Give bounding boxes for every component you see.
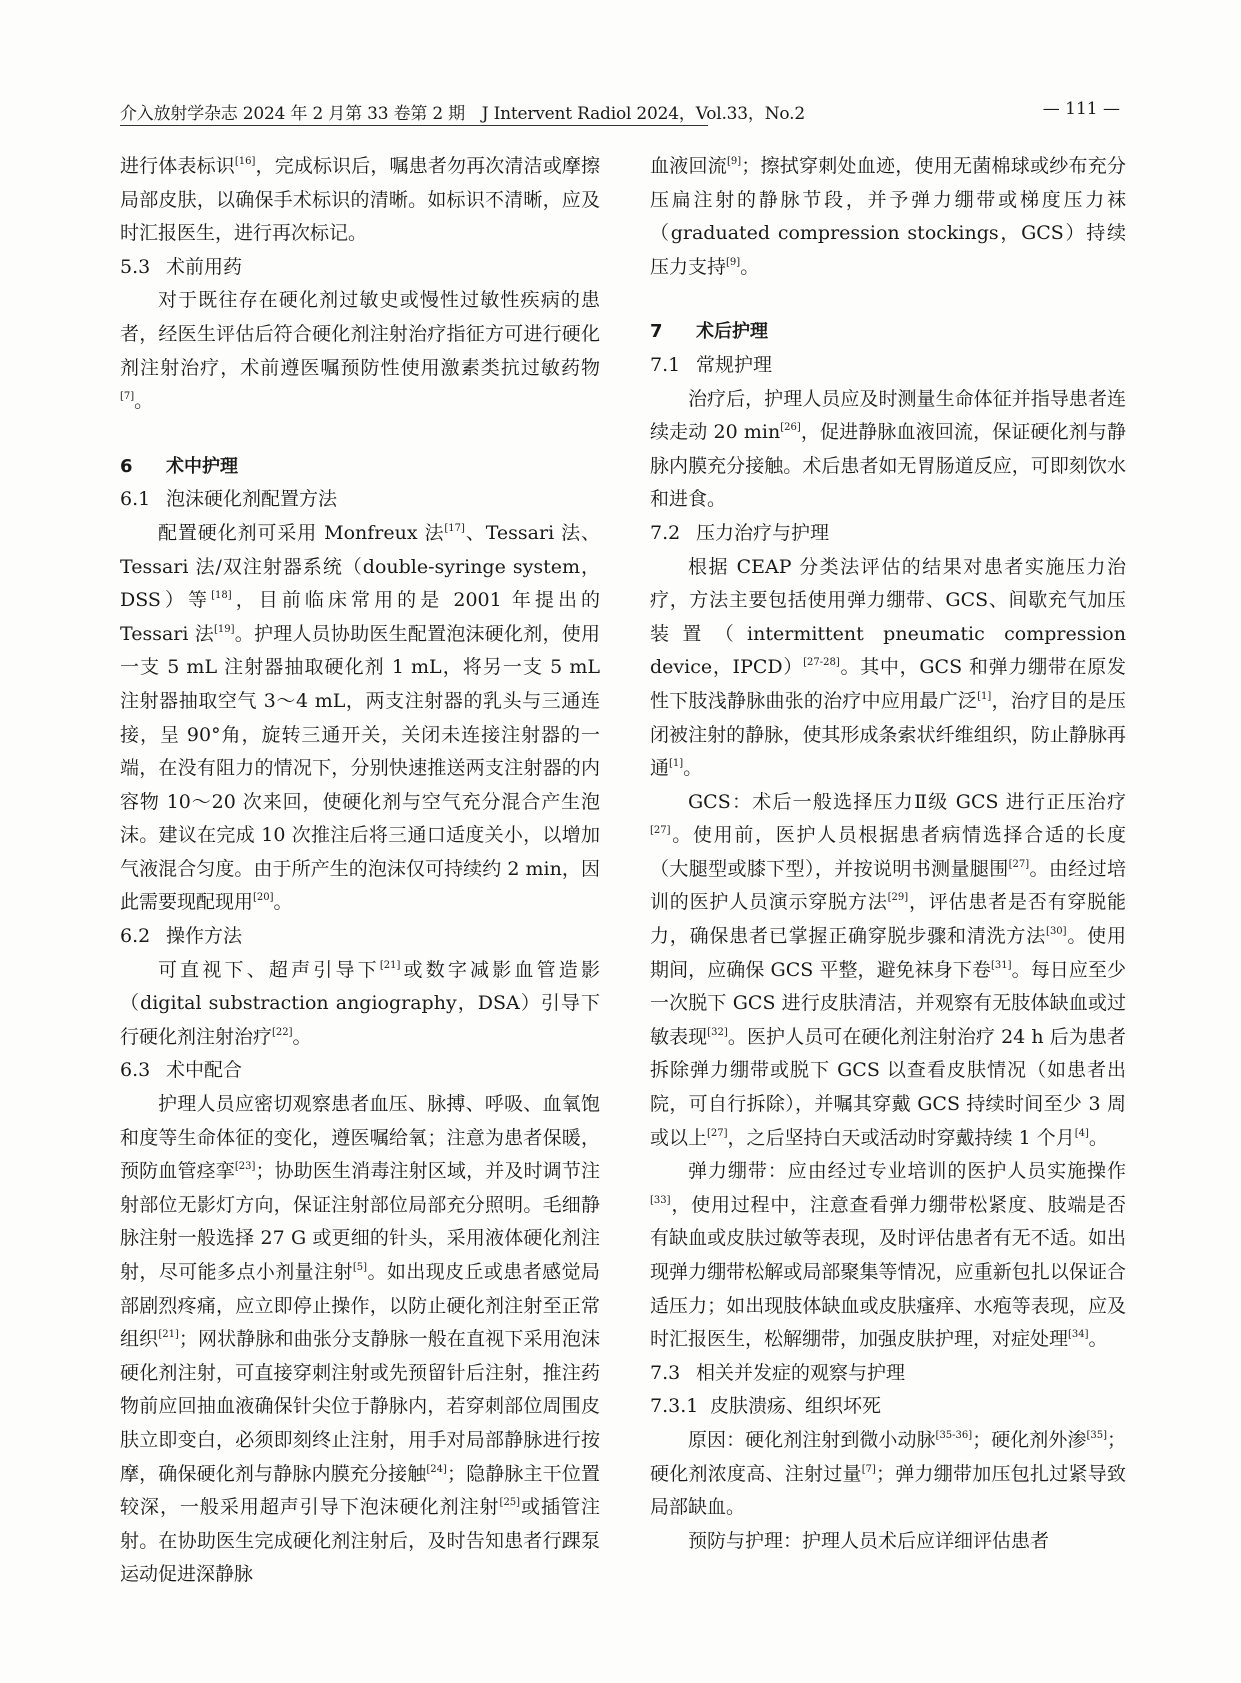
section-heading-6-3: 6.3 术中配合 xyxy=(120,1059,243,1082)
citation-marker: [25] xyxy=(499,1497,521,1509)
citation-marker: [33] xyxy=(650,1194,671,1206)
paragraph-6-3: 护理人员应密切观察患者血压、脉搏、呼吸、血氧饱和度等生命体征的变化，遵医嘱给氧；注意为患者保暖，预防血管痉挛[23]；协助医生消毒注射区域，并及时调节注射部位无影灯方向，保证注射部位局部充分照明。毛细静脉注射一般选择 27 G 或更细的针头，采用液体硬化剂注射，尽可能多点小剂量注射[5]。如出现皮丘或患者感觉局部剧烈疼痛，应立即停止操作，以防止硬化剂注射至正常组织[21]；网状静脉和曲张分支静脉一般在直视下采用泡沫硬化剂注射，可直接穿刺注射或先预留针后注射，推注药物前应回抽血液确保针尖位于静脉内，若穿刺部位周围皮肤立即变白，必须即刻终止注射，用手对局部静脉进行按摩，确保硬化剂与静脉内膜充分接触[24]；隐静脉主干位置较深，一般采用超声引导下泡沫硬化剂注射[25]或插管注射。在协助医生完成硬化剂注射后，及时告知患者行踝泵运动促进深静脉 xyxy=(120,1093,600,1586)
citation-marker: [20] xyxy=(253,892,274,904)
citation-marker: [19] xyxy=(213,623,235,635)
paragraph-6-1: 配置硬化剂可采用 Monfreux 法[17]、Tessari 法、Tessari 法/双注射器系统（double-syringe system，DSS）等[18]，目前临床常用的是 2001 年提出的 Tessari 法[19]。护理人员协助医生配置泡沫硬化剂，使用一支 5 mL 注射器抽取硬化剂 1 mL，将另一支 5 mL 注射器抽取空气 3～4 mL，两支注射器的乳头与三通连接，呈 90°角，旋转三通开关，关闭未连接注射器的一端，在没有阻力的情况下，分别快速推送两支注射器的内容物 10～20 次来回，使硬化剂与空气充分混合产生泡沫。建议在完成 10 次推注后将三通口适度关小，以增加气液混合匀度。由于所产生的泡沫仅可持续约 2 min，因此需要现配现用[20]。 xyxy=(120,521,601,914)
citation-marker: [21] xyxy=(158,1329,179,1341)
citation-marker: [4] xyxy=(1074,1127,1089,1139)
citation-marker: [9] xyxy=(726,256,741,268)
citation-marker: [7] xyxy=(861,1463,876,1475)
journal-citation: 介入放射学杂志 2024 年 2 月第 33 卷第 2 期 J Intervent Radiol 2024，Vol.33，No.2 xyxy=(120,104,805,124)
paragraph-7-2-gcs: GCS：术后一般选择压力Ⅱ级 GCS 进行正压治疗[27]。使用前，医护人员根据患者病情选择合适的长度（大腿型或膝下型），并按说明书测量腿围[27]。由经过培训的医护人员演示穿脱方法[29]，评估患者是否有穿脱能力，确保患者已掌握正确穿脱步骤和清洗方法[30]。使用期间，应确保 GCS 平整，避免袜身下卷[31]。每日应至少一次脱下 GCS 进行皮肤清洁，并观察有无肢体缺血或过敏表现[32]。医护人员可在硬化剂注射治疗 24 h 后为患者拆除弹力绷带或脱下 GCS 以查看皮肤情况（如患者出院，可自行拆除），并嘱其穿戴 GCS 持续时间至少 3 周或以上[27]，之后坚持白天或活动时穿戴持续 1 个月[4]。 xyxy=(650,790,1126,1149)
citation-marker: [34] xyxy=(1068,1329,1089,1341)
citation-marker: [31] xyxy=(991,959,1012,971)
citation-marker: [27] xyxy=(1008,858,1030,870)
section-heading-5-3: 5.3 术前用药 xyxy=(120,255,243,278)
citation-marker: [7] xyxy=(120,391,135,403)
paragraph-6-2: 可直视下、超声引导下[21]或数字减影血管造影（digital substraction angiography，DSA）引导下行硬化剂注射治疗[22]。 xyxy=(120,958,600,1048)
citation-marker: [18] xyxy=(211,590,232,602)
citation-marker: [35-36] xyxy=(935,1429,973,1441)
paragraph-7-3-1-care: 预防与护理：护理人员术后应详细评估患者 xyxy=(688,1529,1050,1552)
citation-marker: [32] xyxy=(707,1026,728,1038)
citation-marker: [27-28] xyxy=(803,657,840,669)
citation-marker: [5] xyxy=(352,1262,368,1273)
right-column xyxy=(650,150,1126,1558)
section-heading-7-3: 7.3 相关并发症的观察与护理 xyxy=(650,1361,906,1384)
citation-marker: [29] xyxy=(887,892,909,904)
citation-marker: [16] xyxy=(234,156,256,167)
continued-paragraph: 血液回流[9]；擦拭穿刺处血迹，使用无菌棉球或纱布充分压扁注射的静脉节段，并予弹力绷带或梯度压力袜（graduated compression stockings，GCS）持续压力支持[9]。 xyxy=(650,155,1126,278)
citation-marker: [24] xyxy=(426,1463,447,1475)
page-number: — 111 — xyxy=(1042,99,1120,119)
paragraph-7-3-1-cause: 原因：硬化剂注射到微小动脉[35-36]；硬化剂外渗[35]；硬化剂浓度高、注射过量[7]；弹力绷带加压包扎过紧导致局部缺血。 xyxy=(650,1428,1126,1519)
section-heading-7: 7 术后护理 xyxy=(650,321,768,343)
citation-marker: [35] xyxy=(1086,1429,1107,1441)
paragraph-7-2-a: 根据 CEAP 分类法评估的结果对患者实施压力治疗，方法主要包括使用弹力绷带、GCS、间歇充气加压装置（intermittent pneumatic compression device，IPCD）[27-28]。其中，GCS 和弹力绷带在原发性下肢浅静脉曲张的治疗中应用最广泛[1]，治疗目的是压闭被注射的静脉，使其形成条索状纤维组织，防止静脉再通[1]。 xyxy=(650,555,1126,780)
citation-marker: [23] xyxy=(234,1161,256,1173)
left-column xyxy=(120,150,600,1592)
citation-marker: [22] xyxy=(272,1026,293,1038)
section-heading-7-3-1: 7.3.1 皮肤溃疡、组织坏死 xyxy=(650,1395,882,1418)
section-heading-6: 6 术中护理 xyxy=(120,455,238,477)
paragraph-7-2-bandage: 弹力绷带：应由经过专业培训的医护人员实施操作[33]，使用过程中，注意查看弹力绷带松紧度、肢端是否有缺血或皮肤过敏等表现，及时评估患者有无不适。如出现弹力绷带松解或局部聚集等情况，应重新包扎以保证合适压力；如出现肢体缺血或皮肤瘙痒、水疱等表现，应及时汇报医生，松解绷带，加强皮肤护理，对症处理[34]。 xyxy=(650,1160,1126,1351)
citation-marker: [21] xyxy=(379,959,401,971)
section-heading-6-2: 6.2 操作方法 xyxy=(120,925,243,948)
citation-marker: [17] xyxy=(444,522,465,534)
running-header xyxy=(120,99,1120,123)
continued-paragraph: 进行体表标识[16]，完成标识后，嘱患者勿再次清洁或摩擦局部皮肤，以确保手术标识的清晰。如标识不清晰，应及时汇报医生，进行再次标记。 xyxy=(120,155,600,245)
citation-marker: [30] xyxy=(1046,926,1067,938)
citation-marker: [27] xyxy=(650,825,671,837)
section-heading-7-2: 7.2 压力治疗与护理 xyxy=(650,521,830,544)
citation-marker: [26] xyxy=(780,422,801,434)
paragraph-7-1: 治疗后，护理人员应及时测量生命体征并指导患者连续走动 20 min[26]，促进静脉血液回流，保证硬化剂与静脉内膜充分接触。术后患者如无胃肠道反应，可即刻饮水和进食。 xyxy=(650,387,1126,511)
section-heading-6-1: 6.1 泡沫硬化剂配置方法 xyxy=(120,488,338,511)
citation-marker: [1] xyxy=(669,758,684,770)
section-heading-7-1: 7.1 常规护理 xyxy=(650,353,773,376)
citation-marker: [1] xyxy=(977,690,992,702)
citation-marker: [27] xyxy=(707,1127,728,1139)
citation-marker: [9] xyxy=(727,156,742,167)
paragraph-5-3: 对于既往存在硬化剂过敏史或慢性过敏性疾病的患者，经医生评估后符合硬化剂注射治疗指征方可进行硬化剂注射治疗，术前遵医嘱预防性使用激素类抗过敏药物[7]。 xyxy=(120,289,600,413)
header-rule xyxy=(120,125,708,126)
